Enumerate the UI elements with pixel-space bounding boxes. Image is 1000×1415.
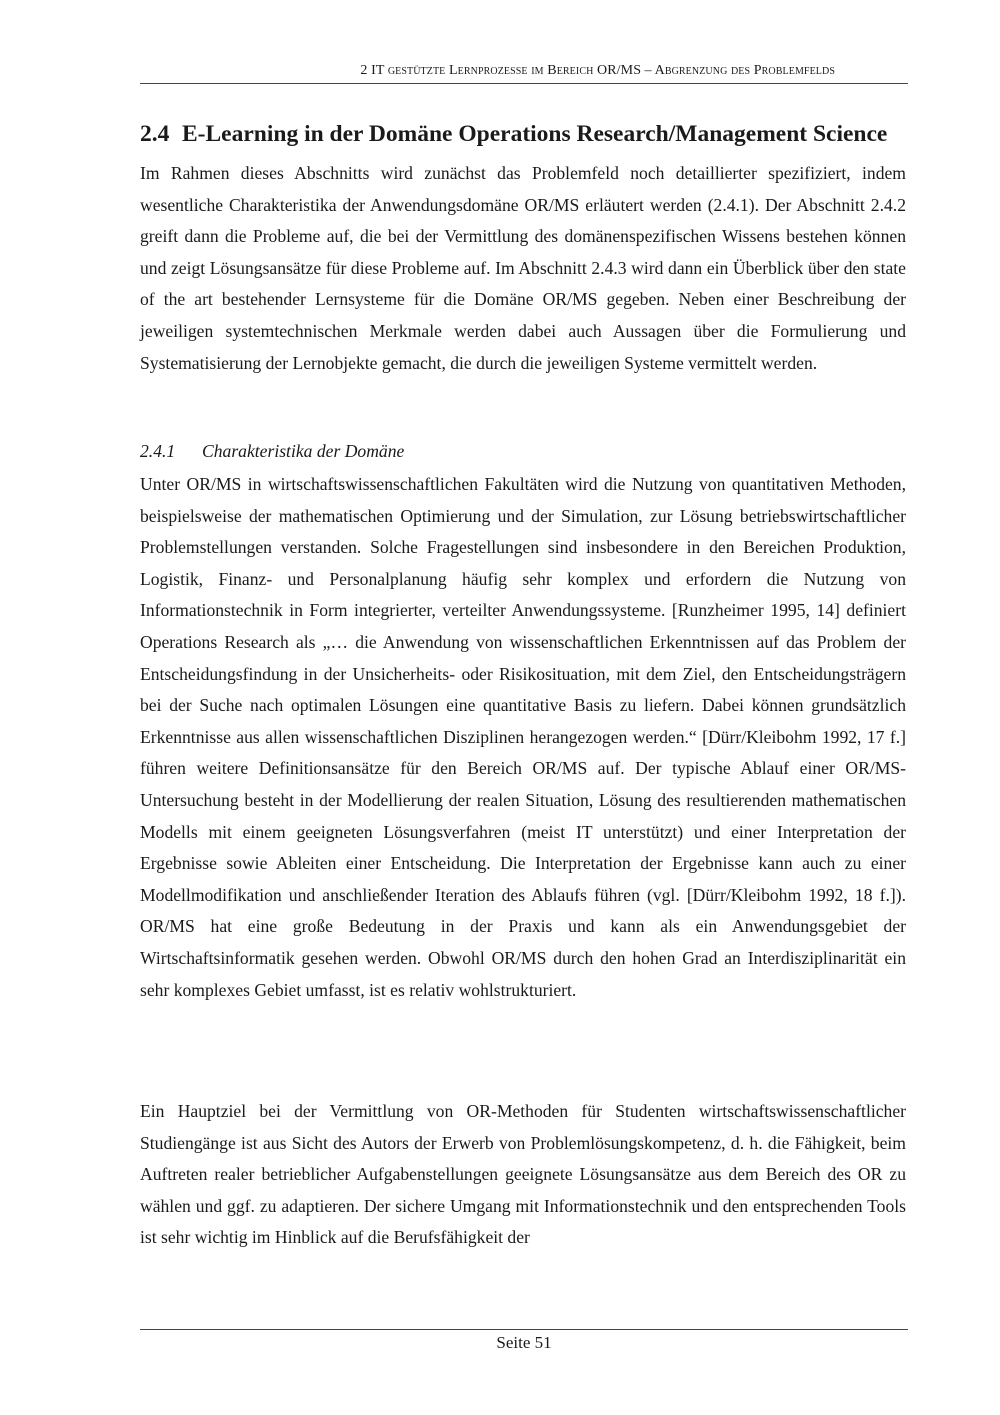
intro-paragraph: Im Rahmen dieses Abschnitts wird zunächst das Problemfeld noch detaillierter spezifiziert, indem wesentliche Charakteristika der Anwendungsdomäne OR/MS erläutert werden (2.4.1). Der Abschnitt 2.4.2 greift dann die Probleme auf, die bei der Vermittlung des domänenspezifischen Wissens bestehen können und zeigt Lösungsansätze für diese Probleme auf. Im Abschnitt 2.4.3 wird dann ein Überblick über den state of the art bestehender Lernsysteme für die Domäne OR/MS gegeben. Neben einer Beschreibung der jeweiligen systemtechnischen Merkmale werden dabei auch Aussagen über die Formulierung und Systematisierung der Lernobjekte gemacht, die durch die jeweiligen Systeme vermittelt werden. bbox=[140, 163, 906, 373]
subsection-heading bbox=[140, 438, 404, 464]
section-number: 2.4 bbox=[140, 121, 170, 147]
section-heading bbox=[140, 118, 920, 150]
subsection-title: Charakteristika der Domäne bbox=[202, 441, 405, 461]
body-paragraph-2: Ein Hauptziel bei der Vermittlung von OR-Methoden für Studenten wirtschaftswissenschaftlicher Studiengänge ist aus Sicht des Autors der Erwerb von Problemlösungskompetenz, d. h. die Fähigkeit, beim Auftreten realer betrieblicher Aufgabenstellungen geeignete Lösungsansätze aus dem Bereich des OR zu wählen und ggf. zu adaptieren. Der sichere Umgang mit Informationstechnik und den entsprechenden Tools ist sehr wichtig im Hinblick auf die Berufsfähigkeit der bbox=[140, 1101, 906, 1248]
subsection-number: 2.4.1 bbox=[140, 441, 176, 461]
section-title: E-Learning in der Domäne Operations Research/Management Science bbox=[182, 121, 888, 147]
page-number: Seite 51 bbox=[496, 1333, 552, 1352]
header-rule bbox=[140, 83, 908, 84]
running-header: 2 IT gestützte Lernprozesse im Bereich OR/MS – Abgrenzung des Problemfelds bbox=[360, 63, 835, 78]
body-paragraph-1: Unter OR/MS in wirtschaftswissenschaftlichen Fakultäten wird die Nutzung von quantitativen Methoden, beispielsweise der mathematischen Optimierung und der Simulation, zur Lösung betriebswirtschaftlicher Problemstellungen verstanden. Solche Fragestellungen sind insbesondere in den Bereichen Produktion, Logistik, Finanz- und Personalplanung häufig sehr komplex und erfordern die Nutzung von Informationstechnik in Form integrierter, verteilter Anwendungssysteme. [Runzheimer 1995, 14] definiert Operations Research als „… die Anwendung von wissenschaftlichen Erkenntnissen auf das Problem der Entscheidungsfindung in der Unsicherheits- oder Risikosituation, mit dem Ziel, den Entscheidungsträgern bei der Suche nach optimalen Lösungen eine quantitative Basis zu liefern. Dabei können grundsätzlich Erkenntnisse aus allen wissenschaftlichen Disziplinen herangezogen werden.“ [Dürr/Kleibohm 1992, 17 f.] führen weitere Definitionsansätze für den Bereich OR/MS auf. Der typische Ablauf einer OR/MS-Untersuchung besteht in der Modellierung der realen Situation, Lösung des resultierenden mathematischen Modells mit einem geeigneten Lösungsverfahren (meist IT unterstützt) und einer Interpretation der Ergebnisse sowie Ableiten einer Entscheidung. Die Interpretation der Ergebnisse kann auch zu einer Modellmodifikation und anschließender Iteration des Ablaufs führen (vgl. [Dürr/Kleibohm 1992, 18 f.]). OR/MS hat eine große Bedeutung in der Praxis und kann als ein Anwendungsgebiet der Wirtschaftsinformatik gesehen werden. Obwohl OR/MS durch den hohen Grad an Interdisziplinarität ein sehr komplexes Gebiet umfasst, ist es relativ wohlstrukturiert. bbox=[140, 474, 906, 1000]
footer-rule bbox=[140, 1329, 908, 1330]
